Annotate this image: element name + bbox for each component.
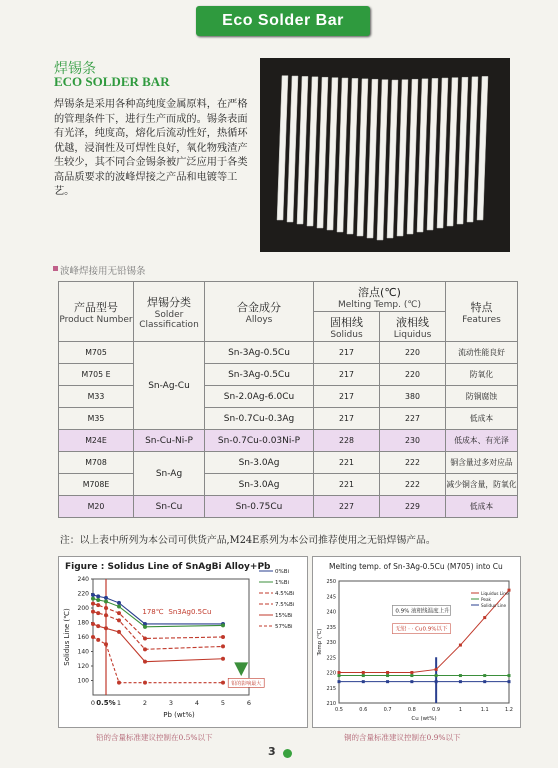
- data-point: [96, 598, 100, 602]
- x-tick-label: 0.7: [383, 707, 392, 713]
- x-tick-label: 4: [194, 699, 200, 707]
- data-point: [143, 681, 147, 685]
- data-point: [96, 603, 100, 607]
- data-point: [91, 622, 95, 626]
- legend-label: Solidus Line: [481, 603, 507, 608]
- data-point: [338, 674, 341, 677]
- solder-bar: [347, 78, 358, 234]
- data-point: [91, 602, 95, 606]
- y-axis-label: Solidus Line (℃): [63, 608, 71, 666]
- solder-bar: [417, 79, 428, 232]
- data-point: [104, 642, 108, 646]
- y-tick-label: 240: [326, 609, 336, 616]
- data-point: [338, 671, 341, 674]
- solder-bar: [367, 79, 378, 238]
- table-row: M705 E Sn-3Ag-0.5Cu 217 220 防氧化: [59, 364, 518, 386]
- legend-label: 0%Bi: [275, 569, 290, 575]
- legend-label: Peak: [481, 597, 491, 602]
- page-banner: Eco Solder Bar: [196, 6, 370, 36]
- data-point: [221, 681, 225, 685]
- data-point: [459, 644, 462, 647]
- solidus-chart: [58, 556, 308, 728]
- x-tick-label: 5: [220, 699, 226, 707]
- group-cell: Sn-Ag: [134, 452, 205, 496]
- group-cell: Sn-Cu-Ni-P: [134, 430, 205, 452]
- y-axis-label: Temp (℃): [317, 628, 323, 656]
- y-tick-label: 230: [326, 640, 336, 646]
- section-bullet-icon: [53, 266, 58, 271]
- legend-label: 15%Bi: [275, 613, 293, 619]
- data-point: [96, 594, 100, 598]
- solder-bar: [467, 77, 478, 222]
- table-row: M705 Sn-Ag-Cu Sn-3Ag-0.5Cu 217 220 流动性能良好: [59, 342, 518, 364]
- header-features: 特点 Features: [446, 282, 518, 342]
- y-tick-label: 120: [77, 663, 89, 670]
- solder-bar: [437, 78, 448, 228]
- header-liquidus: 液相线 Liquidus: [380, 312, 446, 342]
- data-point: [435, 680, 438, 683]
- y-tick-label: 235: [326, 624, 336, 631]
- solder-bar: [277, 76, 288, 220]
- solder-bar: [397, 80, 408, 236]
- legend-label: 1%Bi: [275, 580, 290, 586]
- data-point: [435, 674, 438, 677]
- data-point: [362, 680, 365, 683]
- x-axis-label: Pb (wt%): [163, 711, 195, 719]
- intro-paragraph: 焊锡条是采用各种高纯度金属原料，在严格的管理条件下，进行生产而成的。锡条表面有光泽，纯度高，熔化后流动性好，热循环优越，浸润性及可焊性良好，氧化物残渣产生较少，其不同合金锡条被广泛应用于各类高品质要求的波峰焊接之产品和电镀等工艺。: [54, 99, 248, 197]
- header-melting-temp: 溶点(℃) Melting Temp. (℃): [314, 282, 446, 312]
- y-tick-label: 200: [77, 605, 89, 612]
- data-point: [362, 674, 365, 677]
- header-model: 产品型号 Product Number: [59, 282, 134, 342]
- chart-title: Figure : Solidus Line of SnAgBi Alloy+Pb: [65, 562, 271, 572]
- x-tick-label: 6: [246, 699, 252, 707]
- x-tick-label: 1.2: [505, 707, 513, 713]
- y-tick-label: 215: [326, 685, 336, 692]
- melting-temp-chart-svg: [313, 557, 520, 727]
- header-alloys: 合金成分 Alloys: [205, 282, 314, 342]
- y-tick-label: 250: [326, 579, 336, 585]
- data-point: [96, 611, 100, 615]
- data-point: [104, 599, 108, 603]
- data-point: [221, 635, 225, 639]
- data-point: [459, 680, 462, 683]
- solder-bar: [287, 76, 298, 222]
- solder-bars-image: [260, 58, 510, 252]
- data-point: [96, 624, 100, 628]
- y-tick-label: 100: [77, 677, 89, 685]
- page-dot-icon: [283, 749, 292, 758]
- x-tick-label: 1.1: [480, 707, 489, 713]
- title-cn: 焊锡条: [54, 61, 96, 77]
- x-tick-label: 0: [90, 699, 96, 707]
- group-cell: Sn-Cu: [134, 496, 205, 518]
- table-row: M708E Sn-3.0Ag 221 222 减少铜含量，防氧化: [59, 474, 518, 496]
- solder-bar: [457, 77, 468, 224]
- data-point: [104, 606, 108, 610]
- melting-temp-chart: [312, 556, 521, 728]
- data-point: [91, 597, 95, 601]
- y-tick-label: 240: [77, 576, 89, 583]
- x-tick-label: 1: [458, 707, 463, 713]
- chart1-caption: 铅的含量标准建议控制在0.5%以下: [96, 733, 213, 742]
- table-row: M35 Sn-0.7Cu-0.3Ag 217 227 低成本: [59, 408, 518, 430]
- data-point: [483, 674, 486, 677]
- data-point: [143, 636, 147, 640]
- data-point: [91, 635, 95, 639]
- legend-label: 7.5%Bi: [275, 602, 295, 608]
- y-tick-label: 210: [326, 701, 336, 707]
- legend-label: Liquidus Line: [481, 591, 509, 596]
- data-point: [117, 681, 121, 685]
- data-point: [435, 668, 438, 671]
- data-point: [362, 671, 365, 674]
- table-row: M708 Sn-Ag Sn-3.0Ag 221 222 铜含量过多对应品: [59, 452, 518, 474]
- solder-bar: [387, 80, 398, 238]
- annotation: 0.9% 液相线温度上升: [395, 608, 450, 615]
- solder-bar: [477, 76, 488, 220]
- page-number: 3: [268, 745, 276, 758]
- x-tick-label: 3: [168, 699, 174, 707]
- table-row: M20 Sn-Cu Sn-0.75Cu 227 229 低成本: [59, 496, 518, 518]
- solder-bar: [377, 80, 388, 240]
- data-point: [117, 630, 121, 634]
- title-en: ECO SOLDER BAR: [54, 74, 170, 89]
- data-point: [410, 671, 413, 674]
- annotation: Sn3Ag0.5Cu: [168, 607, 212, 616]
- data-point: [91, 610, 95, 614]
- data-point: [143, 647, 147, 651]
- solder-bar: [307, 77, 318, 226]
- chart-title: Melting temp. of Sn-3Ag-0.5Cu (M705) into Cu: [329, 562, 503, 571]
- y-tick-label: 225: [326, 655, 336, 662]
- annotation: 无铅 · · Cu0.9%以下: [395, 626, 448, 633]
- data-point: [338, 680, 341, 683]
- data-point: [104, 613, 108, 617]
- data-point: [386, 674, 389, 677]
- solder-bar: [327, 78, 338, 230]
- data-point: [91, 593, 95, 597]
- y-tick-label: 160: [77, 634, 89, 641]
- x-tick-label: 0.5%: [96, 699, 116, 707]
- y-tick-label: 140: [77, 648, 89, 656]
- y-tick-label: 180: [77, 619, 89, 627]
- data-point: [104, 626, 108, 630]
- data-point: [143, 625, 147, 629]
- x-tick-label: 0.9: [432, 707, 441, 713]
- solder-bar: [447, 78, 458, 226]
- legend-label: 57%Bi: [275, 624, 293, 630]
- data-point: [386, 671, 389, 674]
- x-tick-label: 0.6: [359, 707, 368, 713]
- data-point: [221, 644, 225, 648]
- solder-spec-table: [58, 281, 518, 518]
- section-title: 波峰焊接用无铅锡条: [60, 266, 146, 277]
- down-arrow-icon: [234, 662, 248, 676]
- data-point: [117, 611, 121, 615]
- table-note: 注：以上表中所列为本公司可供货产品,M24E系列为本公司推荐使用之无铅焊锡产品。: [60, 535, 436, 546]
- x-tick-label: 1: [116, 699, 122, 707]
- solder-bar: [297, 76, 308, 224]
- data-point: [483, 616, 486, 619]
- y-tick-label: 245: [326, 594, 336, 601]
- data-point: [508, 680, 511, 683]
- data-point: [221, 657, 225, 661]
- legend-label: 4.5%Bi: [275, 591, 295, 597]
- data-point: [104, 596, 108, 600]
- chart2-caption: 铜的含量标准建议控制在0.9%以下: [344, 733, 461, 742]
- table-row: M24E Sn-Cu-Ni-P Sn-0.7Cu-0.03Ni-P 228 230 低成本、有光泽: [59, 430, 518, 452]
- y-tick-label: 220: [326, 670, 336, 677]
- data-point: [96, 638, 100, 642]
- solidus-chart-svg: [59, 557, 307, 727]
- header-classification: 焊锡分类 Solder Classification: [134, 282, 205, 342]
- data-point: [459, 674, 462, 677]
- group-cell: Sn-Ag-Cu: [134, 342, 205, 430]
- annotation: 178℃: [142, 607, 164, 616]
- data-point: [117, 601, 121, 605]
- annotation: 铅的影响最大: [231, 680, 262, 687]
- table-row: M33 Sn-2.0Ag-6.0Cu 217 380 防铜腐蚀: [59, 386, 518, 408]
- data-point: [483, 680, 486, 683]
- data-point: [221, 623, 225, 627]
- series-line: [93, 624, 223, 662]
- data-point: [410, 674, 413, 677]
- solder-bar: [337, 78, 348, 232]
- x-tick-label: 0.8: [407, 707, 416, 713]
- data-point: [508, 674, 511, 677]
- solder-bar: [407, 79, 418, 234]
- data-point: [410, 680, 413, 683]
- solder-bar: [427, 78, 438, 230]
- x-tick-label: 2: [142, 699, 148, 707]
- data-point: [117, 618, 121, 622]
- data-point: [143, 660, 147, 664]
- solder-bar: [317, 77, 328, 228]
- x-axis-label: Cu (wt%): [411, 716, 437, 722]
- x-tick-label: 0.5: [335, 707, 343, 713]
- solder-bar: [357, 79, 368, 236]
- header-solidus: 固相线 Solidus: [314, 312, 380, 342]
- solder-bar-photo: [260, 58, 510, 252]
- data-point: [117, 605, 121, 609]
- y-tick-label: 220: [77, 590, 89, 598]
- data-point: [386, 680, 389, 683]
- plot-frame: [93, 579, 249, 695]
